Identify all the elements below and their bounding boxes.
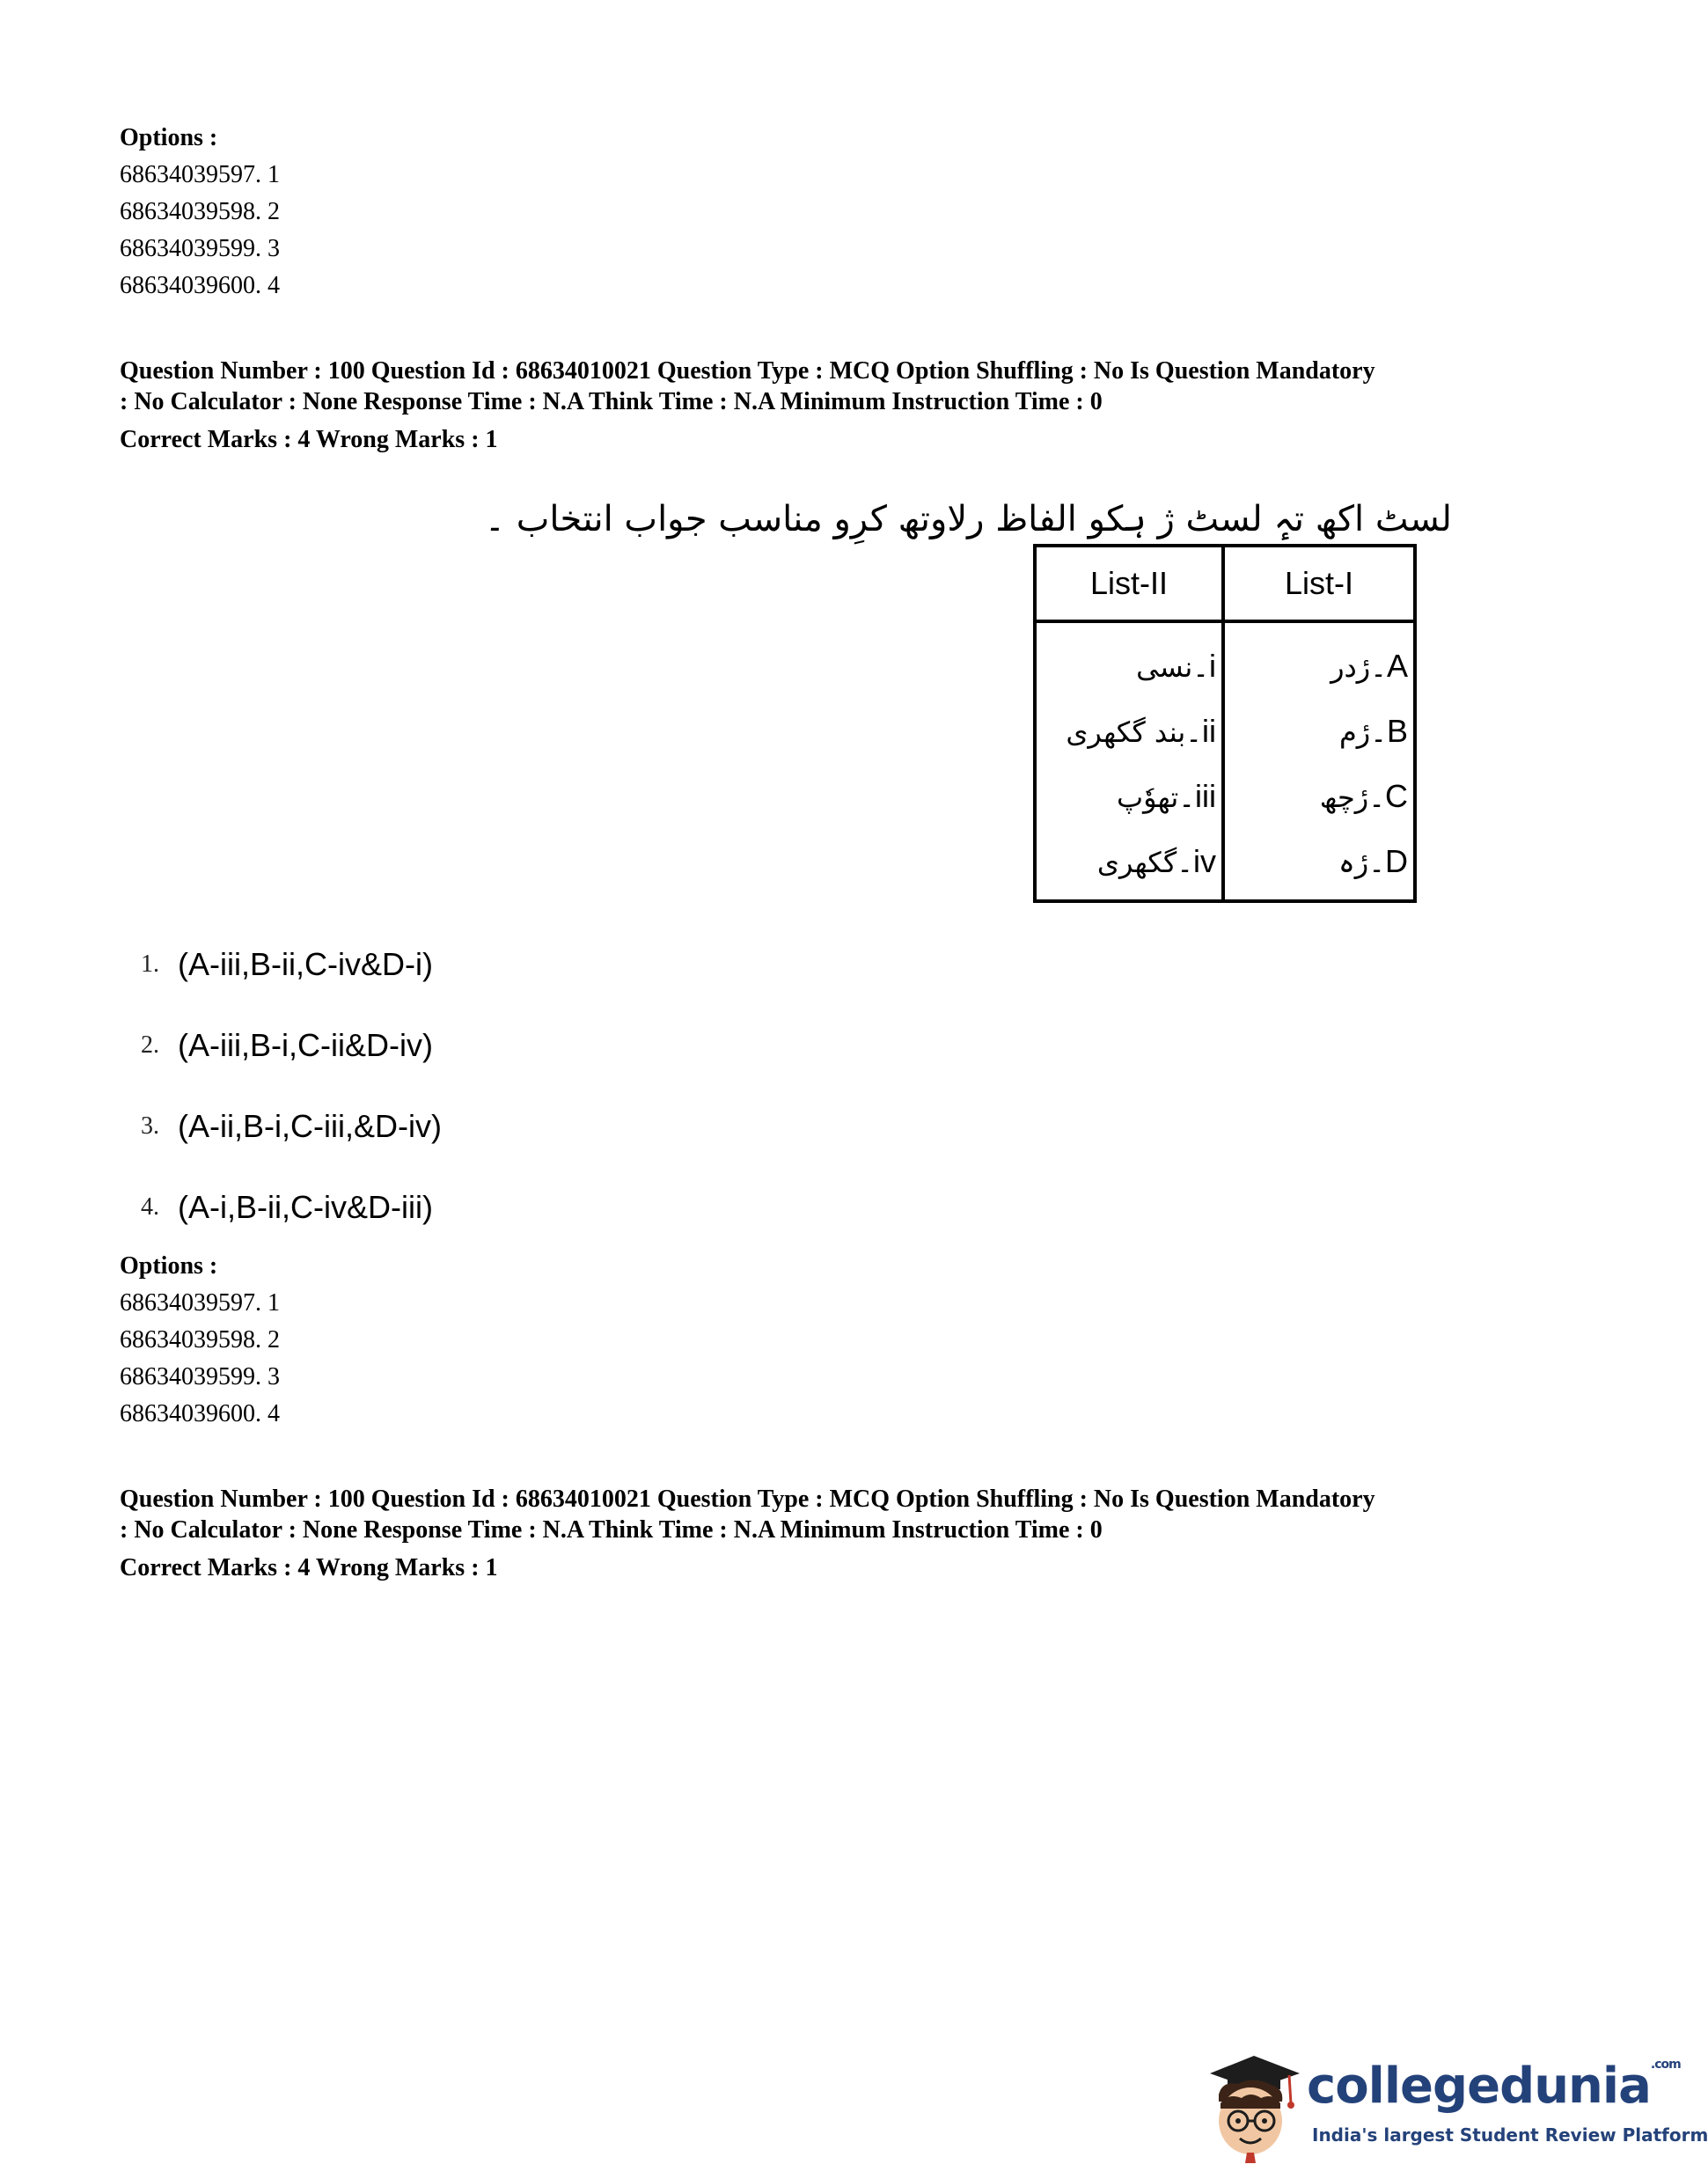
match-lists-table: [1033, 544, 1417, 903]
answer-choice: [141, 924, 442, 1005]
list-ii-item: [1042, 634, 1216, 699]
question-meta-line: Question Number : 100 Question Id : 68634010021 Question Type : MCQ Option Shuffling : No Is Question Mandatory: [120, 1486, 1375, 1513]
choice-number: 4.: [141, 1193, 159, 1221]
option-item: 68634039598. 2: [120, 198, 280, 225]
choice-text: (A-iii,B-i,C-ii&D-iv): [178, 1027, 433, 1063]
list-ii-roman: ii: [1202, 713, 1216, 749]
list-i-column: [1223, 621, 1415, 901]
list-ii-column: [1035, 621, 1223, 901]
list-i-item: [1230, 829, 1408, 894]
question-marks: Correct Marks : 4 Wrong Marks : 1: [120, 1554, 498, 1581]
choice-text: (A-ii,B-i,C-iii,&D-iv): [178, 1108, 442, 1144]
list-ii-roman: iv: [1193, 843, 1216, 879]
choice-number: 2.: [141, 1031, 159, 1059]
collegedunia-logo: [1192, 2049, 1708, 2163]
list-ii-header: List-II: [1035, 546, 1223, 621]
options-label: Options :: [120, 124, 218, 151]
urdu-instruction: لسٹ اکھ تہٕ لسٹ ژ ہکو الفاظ رلاوتھ کرِو مناسب جواب انتخاب ۔: [484, 499, 1452, 539]
answer-choice: [141, 1005, 442, 1086]
question-meta-line: : No Calculator : None Response Time : N.A Think Time : N.A Minimum Instruction Time : 0: [120, 388, 1103, 415]
list-ii-urdu: ۔گکھری: [1096, 846, 1193, 879]
choice-number: 1.: [141, 950, 159, 978]
option-item: 68634039600. 4: [120, 1400, 280, 1427]
brand-tagline: India's largest Student Review Platform: [1312, 2124, 1708, 2146]
choice-text: (A-iii,B-ii,C-iv&D-i): [178, 946, 433, 982]
option-item: 68634039598. 2: [120, 1326, 280, 1354]
list-i-letter: D: [1385, 843, 1408, 879]
list-i-header: List-I: [1223, 546, 1415, 621]
list-i-letter: B: [1386, 713, 1408, 749]
option-item: 68634039597. 1: [120, 161, 280, 188]
question-meta-block: [120, 1484, 1510, 1583]
brand-text: collegedunia: [1307, 2058, 1651, 2115]
list-ii-roman: iii: [1195, 778, 1216, 814]
choice-text: (A-i,B-ii,C-iv&D-iii): [178, 1189, 433, 1225]
options-block-top: [120, 120, 280, 304]
option-item: 68634039599. 3: [120, 1363, 280, 1390]
list-ii-urdu: ۔نسی: [1136, 650, 1209, 684]
list-ii-item: [1042, 699, 1216, 764]
list-i-letter: A: [1386, 648, 1408, 684]
question-meta-line: : No Calculator : None Response Time : N.A Think Time : N.A Minimum Instruction Time : 0: [120, 1516, 1103, 1544]
options-label: Options :: [120, 1252, 218, 1280]
choice-number: 3.: [141, 1112, 159, 1140]
list-ii-roman: i: [1209, 648, 1216, 684]
brand-domain-suffix: .com: [1650, 2058, 1681, 2072]
list-i-letter: C: [1385, 778, 1408, 814]
question-meta-block: [120, 356, 1510, 455]
option-item: 68634039597. 1: [120, 1289, 280, 1317]
option-item: 68634039600. 4: [120, 272, 280, 299]
mascot-icon: [1192, 2049, 1307, 2163]
question-marks: Correct Marks : 4 Wrong Marks : 1: [120, 426, 498, 453]
list-i-urdu: ۔رٔدر: [1330, 650, 1387, 684]
list-i-item: [1230, 699, 1408, 764]
list-i-urdu: ۔رٔم: [1338, 715, 1387, 749]
option-item: 68634039599. 3: [120, 235, 280, 262]
list-i-urdu: ۔رٔہ: [1338, 846, 1385, 879]
list-ii-urdu: ۔تھوٗپ: [1116, 781, 1195, 814]
list-i-item: [1230, 634, 1408, 699]
answer-choice: [141, 1086, 442, 1167]
answer-choices: [141, 924, 442, 1248]
list-ii-urdu: ۔بند گکھری: [1066, 715, 1202, 749]
list-i-item: [1230, 764, 1408, 829]
list-ii-item: [1042, 764, 1216, 829]
question-meta-line: Question Number : 100 Question Id : 68634010021 Question Type : MCQ Option Shuffling : No Is Question Mandatory: [120, 357, 1375, 385]
answer-choice: [141, 1167, 442, 1248]
list-ii-item: [1042, 829, 1216, 894]
brand-name: [1307, 2058, 1681, 2115]
list-i-urdu: ۔رٔچھ: [1319, 781, 1385, 814]
options-block-bottom: [120, 1248, 280, 1433]
